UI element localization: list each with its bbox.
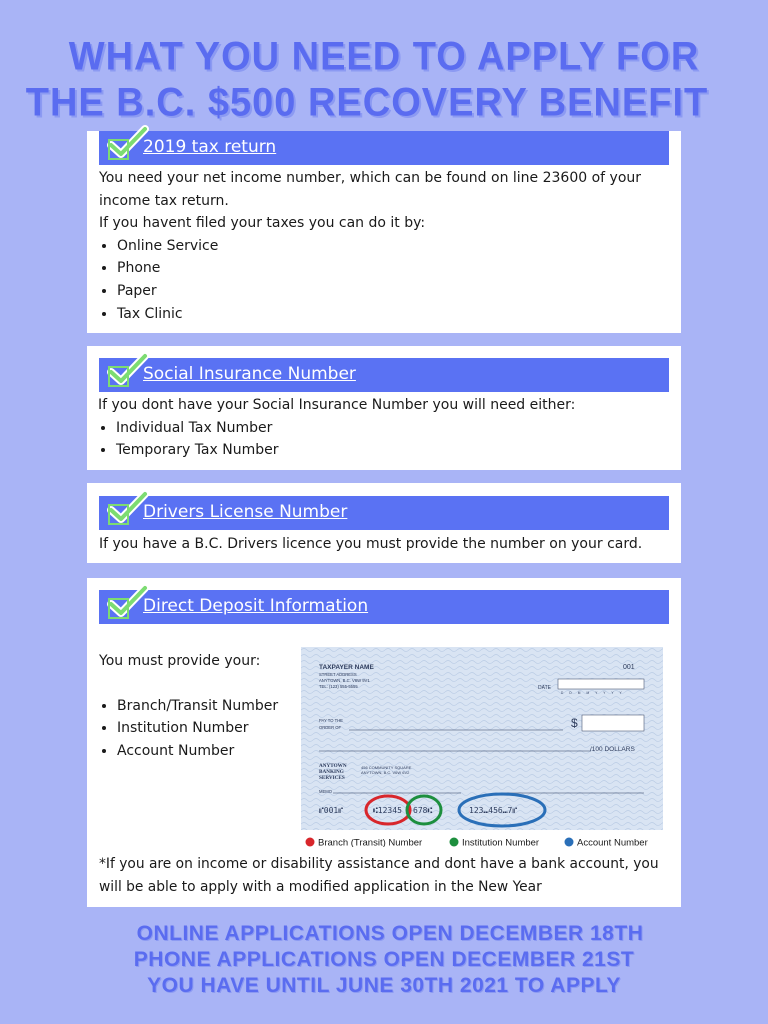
list-item: • Online Service (117, 235, 674, 258)
tax-return-card (87, 131, 681, 333)
deposit-text: You must provide your: (99, 653, 261, 669)
title-line-2: THE B.C. $500 RECOVERY BENEFIT (25, 80, 709, 126)
cheque-memo: MEMO (319, 789, 333, 794)
cheque-tel: TEL: (123) 555-5555 (319, 684, 358, 689)
sin-card (87, 346, 681, 470)
cheque-pay-to: PAY TO THE (319, 718, 343, 723)
footer-line-2: PHONE APPLICATIONS OPEN DECEMBER 21ST (133, 948, 635, 971)
legend-institution: Institution Number (462, 837, 540, 847)
sin-title: Social Insurance Number (143, 364, 356, 384)
list-item: • Tax Clinic (117, 303, 674, 326)
deposit-requirements (99, 695, 299, 763)
deposit-note (99, 853, 674, 898)
tax-return-header (99, 131, 669, 165)
cheque-micr-number: ⑈001⑈ (319, 806, 344, 815)
license-card (87, 483, 681, 563)
sin-alternatives (98, 417, 673, 462)
cheque-micr-account: 123⑉456⑉7⑈ (469, 806, 518, 815)
license-title: Drivers License Number (143, 502, 348, 522)
deposit-card (87, 578, 681, 907)
legend-account: Account Number (577, 837, 648, 847)
title-line-1: WHAT YOU NEED TO APPLY FOR (68, 34, 700, 80)
cheque-date-label: DATE (538, 685, 551, 691)
cheque-order-of: ORDER OF (319, 725, 342, 730)
tax-return-text: You need your net income number, which can be found on line 23600 of your income tax return. (99, 170, 642, 209)
list-item: • Branch/Transit Number (117, 695, 299, 718)
cheque-street: STREET ADDRESS (319, 672, 357, 677)
sin-header (99, 358, 669, 392)
cheque-bank-1: ANYTOWN (319, 763, 347, 769)
cheque-date-format: D D M M Y Y Y Y (561, 691, 625, 695)
list-item: • Temporary Tax Number (116, 439, 673, 462)
cheque-bank-3: SERVICES (319, 775, 345, 781)
cheque-taxpayer-name: TAXPAYER NAME (319, 664, 374, 671)
license-header (99, 496, 669, 530)
sample-cheque-image (301, 647, 663, 847)
cheque-micr-branch: ⑆12345 (373, 806, 402, 815)
legend-dot-institution (450, 838, 459, 847)
deposit-header (99, 590, 669, 624)
tax-return-body (99, 167, 674, 325)
deposit-body (99, 650, 299, 762)
license-body (99, 533, 674, 556)
list-item: • Institution Number (117, 717, 299, 740)
legend-dot-branch (306, 838, 315, 847)
license-text: If you have a B.C. Drivers licence you must provide the number on your card. (99, 536, 643, 552)
deposit-note-text: *If you are on income or disability assistance and dont have a bank account, you will be able to apply with a modified application in the New Year (99, 856, 659, 895)
legend-dot-account (565, 838, 574, 847)
cheque-bank-2: BANKING (319, 769, 344, 775)
sin-text: If you dont have your Social Insurance Number you will need either: (98, 397, 576, 413)
list-item: • Individual Tax Number (116, 417, 673, 440)
deposit-title: Direct Deposit Information (143, 596, 369, 616)
tax-return-text-2: If you havent filed your taxes you can do it by: (99, 215, 426, 232)
tax-filing-options (99, 235, 674, 325)
cheque-bank-address-1: 456 COMMUNITY SQUARE (361, 765, 412, 770)
cheque-dollars: /100 DOLLARS (590, 746, 635, 753)
list-item: • Paper (117, 280, 674, 303)
cheque-number: 001 (623, 664, 635, 671)
list-item: • Phone (117, 257, 674, 280)
sin-body (98, 394, 673, 462)
cheque-bank-address-2: ANYTOWN, B.C. V6W 6V2 (361, 770, 410, 775)
cheque-dollar-sign: $ (571, 716, 578, 730)
list-item: • Account Number (117, 740, 299, 763)
footer-dates (0, 921, 768, 999)
legend-branch: Branch (Transit) Number (318, 837, 423, 847)
cheque-micr-institution: 678⑆ (413, 806, 433, 815)
footer-line-1: ONLINE APPLICATIONS OPEN DECEMBER 18TH (136, 922, 644, 945)
footer-line-3: YOU HAVE UNTIL JUNE 30TH 2021 TO APPLY (147, 974, 621, 997)
cheque-city: ANYTOWN, B.C. V8W 9V1 (319, 678, 370, 683)
page-title (0, 34, 768, 126)
tax-return-title: 2019 tax return (143, 137, 277, 157)
